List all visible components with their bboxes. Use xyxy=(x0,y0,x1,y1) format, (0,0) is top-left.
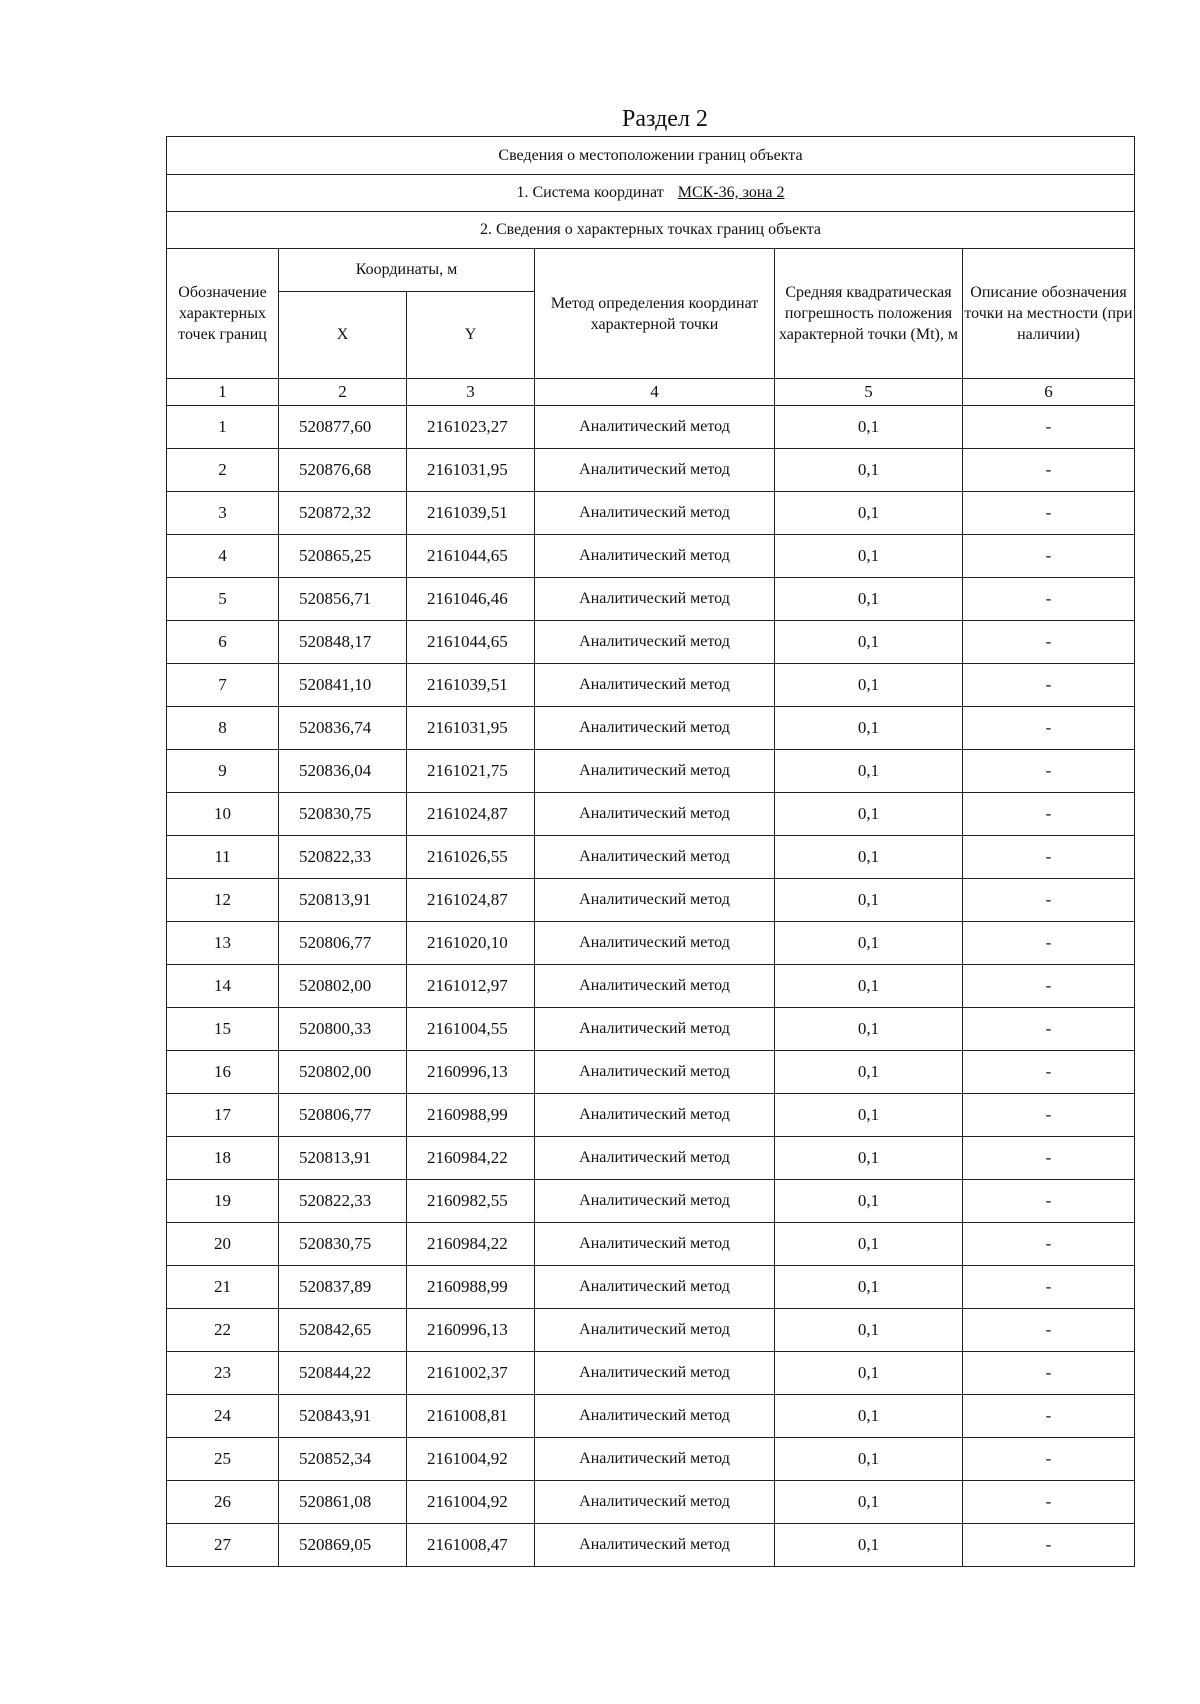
point-number-cell: 9 xyxy=(167,750,279,793)
y-coordinate-cell: 2161044,65 xyxy=(407,535,535,578)
accuracy-cell: 0,1 xyxy=(775,578,963,621)
section-title: Раздел 2 xyxy=(622,106,708,132)
table-row xyxy=(167,449,1135,492)
point-number-cell: 24 xyxy=(167,1395,279,1438)
point-number-cell: 6 xyxy=(167,621,279,664)
x-coordinate-cell: 520841,10 xyxy=(279,664,407,707)
table-row xyxy=(167,1266,1135,1309)
y-coordinate-cell: 2161004,55 xyxy=(407,1008,535,1051)
accuracy-cell: 0,1 xyxy=(775,1395,963,1438)
accuracy-cell: 0,1 xyxy=(775,1352,963,1395)
description-cell: - xyxy=(963,1524,1135,1567)
column-number: 2 xyxy=(279,379,407,406)
point-number-cell: 14 xyxy=(167,965,279,1008)
description-cell: - xyxy=(963,1438,1135,1481)
point-number-cell: 20 xyxy=(167,1223,279,1266)
x-coordinate-cell: 520806,77 xyxy=(279,1094,407,1137)
y-coordinate-cell: 2161023,27 xyxy=(407,406,535,449)
point-number-cell: 13 xyxy=(167,922,279,965)
description-cell: - xyxy=(963,449,1135,492)
y-coordinate-cell: 2161044,65 xyxy=(407,621,535,664)
boundary-table-container xyxy=(166,136,1134,1567)
description-cell: - xyxy=(963,922,1135,965)
table-row xyxy=(167,621,1135,664)
description-cell: - xyxy=(963,879,1135,922)
x-coordinate-cell: 520802,00 xyxy=(279,1051,407,1094)
table-row xyxy=(167,965,1135,1008)
table-row xyxy=(167,664,1135,707)
accuracy-cell: 0,1 xyxy=(775,406,963,449)
table-row xyxy=(167,1481,1135,1524)
method-cell: Аналитический метод xyxy=(535,406,775,449)
coord-system-label: 1. Система координат xyxy=(516,184,664,201)
coord-system-row xyxy=(167,175,1135,212)
accuracy-cell: 0,1 xyxy=(775,1180,963,1223)
y-coordinate-cell: 2160984,22 xyxy=(407,1223,535,1266)
y-coordinate-cell: 2161004,92 xyxy=(407,1481,535,1524)
point-number-cell: 21 xyxy=(167,1266,279,1309)
point-number-cell: 7 xyxy=(167,664,279,707)
accuracy-cell: 0,1 xyxy=(775,1481,963,1524)
accuracy-cell: 0,1 xyxy=(775,1051,963,1094)
method-cell: Аналитический метод xyxy=(535,535,775,578)
point-number-cell: 26 xyxy=(167,1481,279,1524)
accuracy-cell: 0,1 xyxy=(775,1438,963,1481)
table-row xyxy=(167,1051,1135,1094)
method-cell: Аналитический метод xyxy=(535,1481,775,1524)
description-cell: - xyxy=(963,707,1135,750)
table-row xyxy=(167,1137,1135,1180)
y-coordinate-cell: 2161008,47 xyxy=(407,1524,535,1567)
header-accuracy: Средняя квадратическая погрешность положения характерной точки (Mt), м xyxy=(775,249,963,379)
boundary-points-table xyxy=(166,136,1135,1567)
column-number: 4 xyxy=(535,379,775,406)
y-coordinate-cell: 2160984,22 xyxy=(407,1137,535,1180)
method-cell: Аналитический метод xyxy=(535,621,775,664)
y-coordinate-cell: 2160988,99 xyxy=(407,1266,535,1309)
method-cell: Аналитический метод xyxy=(535,793,775,836)
method-cell: Аналитический метод xyxy=(535,1223,775,1266)
y-coordinate-cell: 2161031,95 xyxy=(407,449,535,492)
method-cell: Аналитический метод xyxy=(535,578,775,621)
y-coordinate-cell: 2160982,55 xyxy=(407,1180,535,1223)
accuracy-cell: 0,1 xyxy=(775,1223,963,1266)
accuracy-cell: 0,1 xyxy=(775,922,963,965)
point-number-cell: 23 xyxy=(167,1352,279,1395)
point-number-cell: 3 xyxy=(167,492,279,535)
y-coordinate-cell: 2161026,55 xyxy=(407,836,535,879)
column-number: 3 xyxy=(407,379,535,406)
y-coordinate-cell: 2161020,10 xyxy=(407,922,535,965)
description-cell: - xyxy=(963,1051,1135,1094)
description-cell: - xyxy=(963,1266,1135,1309)
x-coordinate-cell: 520813,91 xyxy=(279,879,407,922)
method-cell: Аналитический метод xyxy=(535,965,775,1008)
description-cell: - xyxy=(963,750,1135,793)
x-coordinate-cell: 520876,68 xyxy=(279,449,407,492)
x-coordinate-cell: 520865,25 xyxy=(279,535,407,578)
description-cell: - xyxy=(963,621,1135,664)
column-number: 1 xyxy=(167,379,279,406)
method-cell: Аналитический метод xyxy=(535,664,775,707)
accuracy-cell: 0,1 xyxy=(775,793,963,836)
table-row xyxy=(167,1352,1135,1395)
method-cell: Аналитический метод xyxy=(535,1309,775,1352)
column-number: 6 xyxy=(963,379,1135,406)
y-coordinate-cell: 2161031,95 xyxy=(407,707,535,750)
table-row xyxy=(167,1309,1135,1352)
y-coordinate-cell: 2161021,75 xyxy=(407,750,535,793)
y-coordinate-cell: 2160988,99 xyxy=(407,1094,535,1137)
point-number-cell: 4 xyxy=(167,535,279,578)
point-number-cell: 17 xyxy=(167,1094,279,1137)
y-coordinate-cell: 2160996,13 xyxy=(407,1051,535,1094)
accuracy-cell: 0,1 xyxy=(775,621,963,664)
x-coordinate-cell: 520836,74 xyxy=(279,707,407,750)
method-cell: Аналитический метод xyxy=(535,1266,775,1309)
header-method: Метод определения координат характерной точки xyxy=(535,249,775,379)
header-y: Y xyxy=(407,292,535,379)
column-number-row xyxy=(167,379,1135,406)
description-cell: - xyxy=(963,1137,1135,1180)
table-row xyxy=(167,879,1135,922)
x-coordinate-cell: 520837,89 xyxy=(279,1266,407,1309)
table-row xyxy=(167,578,1135,621)
point-number-cell: 19 xyxy=(167,1180,279,1223)
point-number-cell: 18 xyxy=(167,1137,279,1180)
accuracy-cell: 0,1 xyxy=(775,1008,963,1051)
x-coordinate-cell: 520813,91 xyxy=(279,1137,407,1180)
point-number-cell: 2 xyxy=(167,449,279,492)
point-number-cell: 22 xyxy=(167,1309,279,1352)
y-coordinate-cell: 2160996,13 xyxy=(407,1309,535,1352)
point-number-cell: 1 xyxy=(167,406,279,449)
x-coordinate-cell: 520852,34 xyxy=(279,1438,407,1481)
table-row xyxy=(167,1524,1135,1567)
point-number-cell: 25 xyxy=(167,1438,279,1481)
point-number-cell: 12 xyxy=(167,879,279,922)
point-number-cell: 5 xyxy=(167,578,279,621)
x-coordinate-cell: 520836,04 xyxy=(279,750,407,793)
table-row xyxy=(167,535,1135,578)
description-cell: - xyxy=(963,535,1135,578)
x-coordinate-cell: 520877,60 xyxy=(279,406,407,449)
table-row xyxy=(167,1223,1135,1266)
accuracy-cell: 0,1 xyxy=(775,707,963,750)
x-coordinate-cell: 520856,71 xyxy=(279,578,407,621)
table-row xyxy=(167,750,1135,793)
y-coordinate-cell: 2161039,51 xyxy=(407,492,535,535)
x-coordinate-cell: 520822,33 xyxy=(279,836,407,879)
accuracy-cell: 0,1 xyxy=(775,1137,963,1180)
accuracy-cell: 0,1 xyxy=(775,1094,963,1137)
method-cell: Аналитический метод xyxy=(535,1051,775,1094)
y-coordinate-cell: 2161004,92 xyxy=(407,1438,535,1481)
description-cell: - xyxy=(963,1352,1135,1395)
method-cell: Аналитический метод xyxy=(535,879,775,922)
column-number: 5 xyxy=(775,379,963,406)
x-coordinate-cell: 520830,75 xyxy=(279,793,407,836)
description-cell: - xyxy=(963,1481,1135,1524)
y-coordinate-cell: 2161046,46 xyxy=(407,578,535,621)
description-cell: - xyxy=(963,1180,1135,1223)
accuracy-cell: 0,1 xyxy=(775,1309,963,1352)
accuracy-cell: 0,1 xyxy=(775,492,963,535)
table-row xyxy=(167,492,1135,535)
y-coordinate-cell: 2161024,87 xyxy=(407,879,535,922)
description-cell: - xyxy=(963,492,1135,535)
x-coordinate-cell: 520800,33 xyxy=(279,1008,407,1051)
point-number-cell: 10 xyxy=(167,793,279,836)
method-cell: Аналитический метод xyxy=(535,1180,775,1223)
description-cell: - xyxy=(963,578,1135,621)
method-cell: Аналитический метод xyxy=(535,707,775,750)
method-cell: Аналитический метод xyxy=(535,750,775,793)
description-cell: - xyxy=(963,965,1135,1008)
method-cell: Аналитический метод xyxy=(535,1094,775,1137)
table-row xyxy=(167,707,1135,750)
accuracy-cell: 0,1 xyxy=(775,1524,963,1567)
x-coordinate-cell: 520802,00 xyxy=(279,965,407,1008)
table-row xyxy=(167,1180,1135,1223)
method-cell: Аналитический метод xyxy=(535,492,775,535)
x-coordinate-cell: 520842,65 xyxy=(279,1309,407,1352)
method-cell: Аналитический метод xyxy=(535,1008,775,1051)
point-number-cell: 27 xyxy=(167,1524,279,1567)
x-coordinate-cell: 520861,08 xyxy=(279,1481,407,1524)
point-number-cell: 16 xyxy=(167,1051,279,1094)
y-coordinate-cell: 2161039,51 xyxy=(407,664,535,707)
description-cell: - xyxy=(963,793,1135,836)
point-number-cell: 15 xyxy=(167,1008,279,1051)
accuracy-cell: 0,1 xyxy=(775,836,963,879)
header-description: Описание обозначения точки на местности (при наличии) xyxy=(963,249,1135,379)
description-cell: - xyxy=(963,836,1135,879)
table-row xyxy=(167,1008,1135,1051)
x-coordinate-cell: 520830,75 xyxy=(279,1223,407,1266)
description-cell: - xyxy=(963,406,1135,449)
method-cell: Аналитический метод xyxy=(535,449,775,492)
coord-system-value: МСК-36, зона 2 xyxy=(677,184,785,201)
table-row xyxy=(167,922,1135,965)
method-cell: Аналитический метод xyxy=(535,1395,775,1438)
x-coordinate-cell: 520806,77 xyxy=(279,922,407,965)
point-number-cell: 11 xyxy=(167,836,279,879)
accuracy-cell: 0,1 xyxy=(775,664,963,707)
x-coordinate-cell: 520848,17 xyxy=(279,621,407,664)
accuracy-cell: 0,1 xyxy=(775,535,963,578)
description-cell: - xyxy=(963,1008,1135,1051)
x-coordinate-cell: 520872,32 xyxy=(279,492,407,535)
table-row xyxy=(167,1094,1135,1137)
table-title: Сведения о местоположении границ объекта xyxy=(167,137,1135,175)
method-cell: Аналитический метод xyxy=(535,922,775,965)
description-cell: - xyxy=(963,1223,1135,1266)
header-designation: Обозначение характерных точек границ xyxy=(167,249,279,379)
y-coordinate-cell: 2161024,87 xyxy=(407,793,535,836)
x-coordinate-cell: 520843,91 xyxy=(279,1395,407,1438)
description-cell: - xyxy=(963,664,1135,707)
description-cell: - xyxy=(963,1395,1135,1438)
header-coords: Координаты, м xyxy=(279,249,535,292)
table-row xyxy=(167,1438,1135,1481)
x-coordinate-cell: 520822,33 xyxy=(279,1180,407,1223)
accuracy-cell: 0,1 xyxy=(775,965,963,1008)
method-cell: Аналитический метод xyxy=(535,1137,775,1180)
point-number-cell: 8 xyxy=(167,707,279,750)
method-cell: Аналитический метод xyxy=(535,1524,775,1567)
method-cell: Аналитический метод xyxy=(535,836,775,879)
y-coordinate-cell: 2161008,81 xyxy=(407,1395,535,1438)
header-x: X xyxy=(279,292,407,379)
description-cell: - xyxy=(963,1094,1135,1137)
points-heading: 2. Сведения о характерных точках границ объекта xyxy=(167,212,1135,249)
accuracy-cell: 0,1 xyxy=(775,1266,963,1309)
table-row xyxy=(167,836,1135,879)
method-cell: Аналитический метод xyxy=(535,1438,775,1481)
y-coordinate-cell: 2161002,37 xyxy=(407,1352,535,1395)
accuracy-cell: 0,1 xyxy=(775,449,963,492)
x-coordinate-cell: 520869,05 xyxy=(279,1524,407,1567)
method-cell: Аналитический метод xyxy=(535,1352,775,1395)
table-row xyxy=(167,406,1135,449)
description-cell: - xyxy=(963,1309,1135,1352)
table-row xyxy=(167,1395,1135,1438)
accuracy-cell: 0,1 xyxy=(775,879,963,922)
y-coordinate-cell: 2161012,97 xyxy=(407,965,535,1008)
accuracy-cell: 0,1 xyxy=(775,750,963,793)
x-coordinate-cell: 520844,22 xyxy=(279,1352,407,1395)
table-row xyxy=(167,793,1135,836)
